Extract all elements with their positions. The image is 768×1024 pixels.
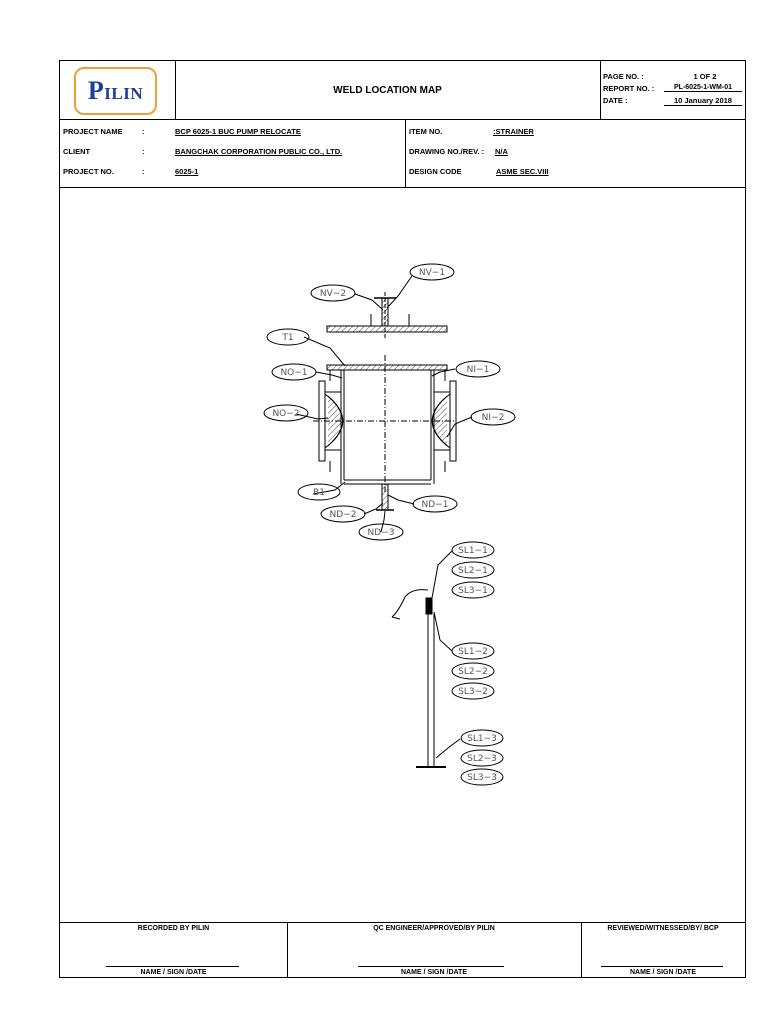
client-colon: : <box>142 147 145 156</box>
project-name-label: PROJECT NAME <box>63 127 123 136</box>
page-title: WELD LOCATION MAP <box>333 84 442 96</box>
weld-tag-sl1-3: SL1−3 <box>467 734 497 744</box>
project-name-colon: : <box>142 127 145 136</box>
weld-tag-sl3-1: SL3−1 <box>458 586 488 596</box>
date-value: 10 January 2018 <box>664 96 742 106</box>
design-code-label: DESIGN CODE <box>409 167 462 176</box>
weld-tag-ni2: NI−2 <box>481 413 505 423</box>
client-label: CLIENT <box>63 147 91 156</box>
item-no-label: ITEM NO. <box>409 127 443 136</box>
weld-tag-sl3-2: SL3−2 <box>458 687 488 697</box>
weld-tag-nd2: ND−2 <box>329 510 357 520</box>
page-no-label: PAGE NO. : <box>603 72 644 81</box>
page-no-value: 1 OF 2 <box>693 72 717 81</box>
support-saddle <box>392 590 428 617</box>
drain-nozzle <box>382 484 388 510</box>
weld-tag-nd1: ND−1 <box>421 500 449 510</box>
weld-tag-sl1-1: SL1−1 <box>458 546 488 556</box>
project-name-value: BCP 6025-1 BUC PUMP RELOCATE <box>175 127 301 136</box>
weld-tag-b1: B1 <box>313 488 325 498</box>
project-no-value: 6025-1 <box>175 167 199 176</box>
reviewed-by-title: REVIEWED/WITNESSED/BY/ BCP <box>607 925 719 932</box>
reviewed-sign-caption: NAME / SIGN /DATE <box>630 969 696 976</box>
weld-tag-t1: T1 <box>282 333 294 343</box>
recorded-by-title: RECORDED BY PILIN <box>137 925 210 932</box>
logo-text: PILIN <box>87 76 144 105</box>
drawing-no-label: DRAWING NO./REV. : <box>409 147 485 156</box>
weld-tag-no1: NO−1 <box>280 368 308 378</box>
weld-tag-sl2-2: SL2−2 <box>458 667 488 677</box>
weld-tag-nd3: ND−3 <box>367 528 395 538</box>
weld-tag-sl2-1: SL2−1 <box>458 566 488 576</box>
design-code-value: ASME SEC.VIII <box>496 167 549 176</box>
weld-tag-sl3-3: SL3−3 <box>467 773 497 783</box>
project-no-colon: : <box>142 167 145 176</box>
weld-tag-ni1: NI−1 <box>466 365 490 375</box>
weld-tag-sl2-3: SL2−3 <box>467 754 497 764</box>
report-no-label: REPORT NO. : <box>603 84 655 93</box>
project-no-label: PROJECT NO. <box>63 167 114 176</box>
qc-engineer-title: QC ENGINEER/APPROVED/BY PILIN <box>373 925 495 932</box>
drawing-no-value: N/A <box>495 147 508 156</box>
recorded-sign-caption: NAME / SIGN /DATE <box>140 969 207 976</box>
weld-tag-no2: NO−2 <box>272 409 300 419</box>
item-no-value: :STRAINER <box>493 127 534 136</box>
report-no-value: PL-6025-1-WM-01 <box>664 84 742 92</box>
date-label: DATE : <box>603 96 628 105</box>
cover-plate <box>327 326 447 332</box>
weld-tag-nv1: NV−1 <box>418 268 446 278</box>
qc-sign-caption: NAME / SIGN /DATE <box>401 969 467 976</box>
client-value: BANGCHAK CORPORATION PUBLIC CO., LTD. <box>175 147 343 156</box>
weld-tag-nv2: NV−2 <box>319 289 347 299</box>
weld-tag-sl1-2: SL1−2 <box>458 647 488 657</box>
